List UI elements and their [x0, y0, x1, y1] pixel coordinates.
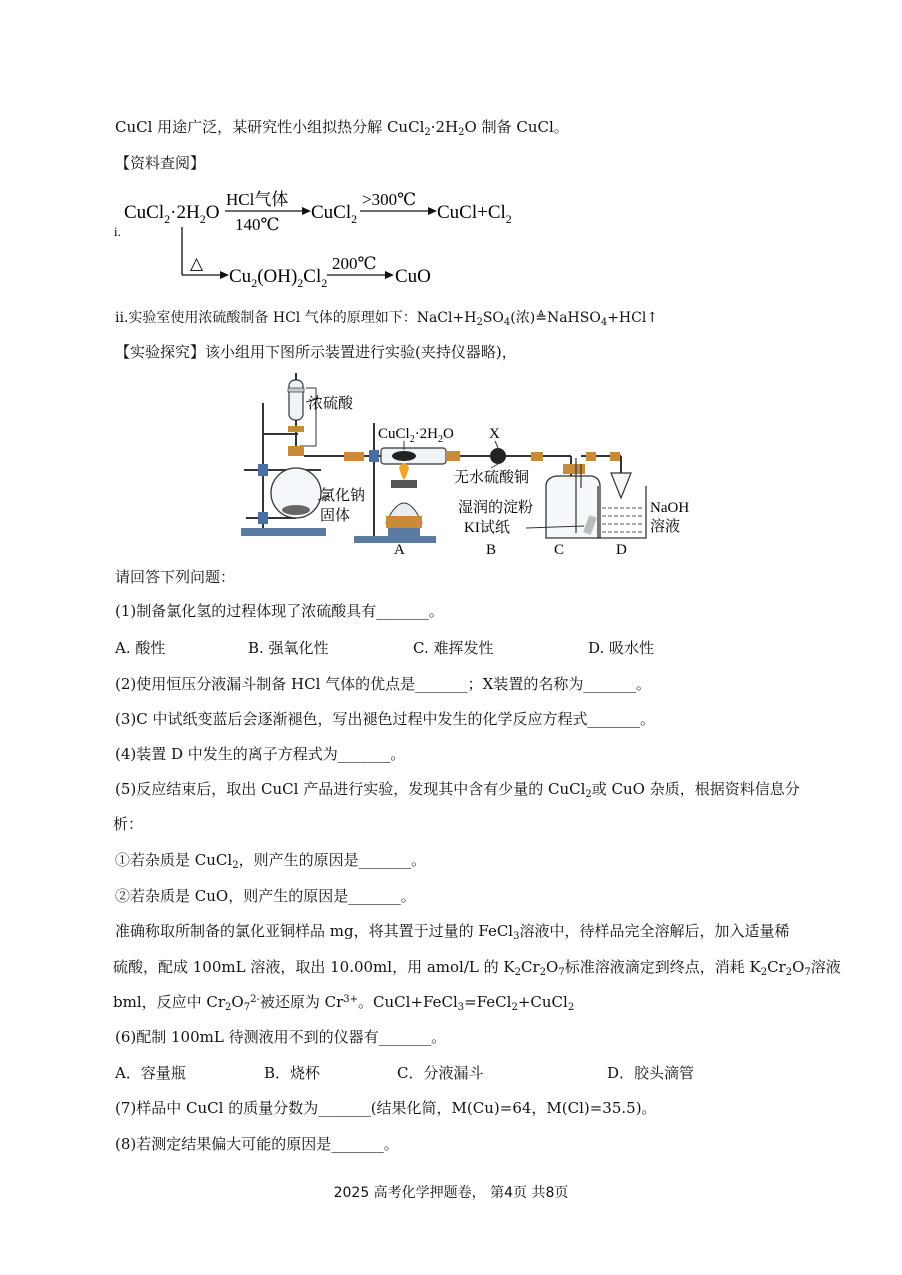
- conc-h2so4-label: 浓硫酸: [308, 396, 354, 412]
- naoh-label-2: 溶液: [650, 519, 681, 535]
- intro-line: CuCl 用途广泛，某研究性小组拟热分解 $CuCl_2\cdot 2H_2O$ 制备 CuCl。: [115, 118, 569, 138]
- q1-option-b: B. 强氧化性: [248, 639, 329, 657]
- ki-paper-label-1: 湿润的淀粉: [458, 500, 534, 516]
- q6-option-c: C．分液漏斗: [397, 1064, 484, 1082]
- ki-paper-label-2: KI试纸: [464, 520, 510, 536]
- nacl-label-2: 固体: [320, 508, 351, 524]
- question-5-line1: (5)反应结束后，取出 CuCl 产品进行实验，发现其中含有少量的 CuCl$_2$或 CuO 杂质，根据资料信息分: [115, 780, 800, 800]
- heading-reference: 【资料查阅】: [115, 154, 206, 172]
- scheme-lower: $Cu_2(OH)_2Cl_2$: [229, 266, 328, 290]
- naoh-label-1: NaOH: [650, 500, 690, 516]
- scheme-num: i.: [114, 224, 121, 239]
- scheme-start: $CuCl_2\cdot 2H_2O$: [124, 202, 220, 226]
- intro-text-b: ·2H: [430, 118, 459, 136]
- q1-option-c: C. 难挥发性: [413, 639, 494, 657]
- label-b: B: [486, 542, 497, 558]
- apparatus-figure: [236, 368, 706, 558]
- page-footer: 2025 高考化学押题卷， 第4页 共8页: [333, 1185, 569, 1201]
- question-5-2: ②若杂质是 CuO，则产生的原因是_______。: [115, 887, 416, 905]
- delta-symbol: △: [190, 254, 204, 273]
- stand-base: [241, 528, 326, 536]
- dropping-funnel: [289, 380, 303, 420]
- arrow2-top-label: >300℃: [362, 190, 417, 209]
- question-1: (1)制备氯化氢的过程体现了浓硫酸具有_______。: [115, 602, 444, 620]
- nacl-label-1: 氯化钠: [320, 488, 366, 504]
- heading-experiment: 【实验探究】该小组用下图所示装置进行实验(夹持仪器略)，: [115, 343, 517, 361]
- question-2: (2)使用恒压分液漏斗制备 HCl 气体的优点是_______；X装置的名称为_______。: [115, 675, 651, 693]
- label-c: C: [554, 542, 565, 558]
- drying-tube-x: [490, 448, 506, 464]
- q1-option-d: D. 吸水性: [588, 639, 655, 657]
- question-3: (3)C 中试纸变蓝后会逐渐褪色，写出褪色过程中发生的化学反应方程式_______。: [115, 710, 655, 728]
- line-ii: ii.实验室使用浓硫酸制备 HCl 气体的原理如下：$NaCl+H_2SO_4$(浓)≜NaHSO$_4$+HCl↑: [115, 310, 659, 328]
- arrow3-top-label: 200℃: [332, 254, 377, 273]
- question-8: (8)若测定结果偏大可能的原因是_______。: [115, 1135, 399, 1153]
- q6-option-a: A．容量瓶: [115, 1064, 186, 1082]
- paragraph-line-2: 硫酸，配成 100mL 溶液，取出 10.00ml，用 amol/L 的 $K_2Cr_2O_7$标准溶液滴定到终点，消耗 $K_2Cr_2O_7$溶液: [113, 958, 841, 978]
- paragraph-line-3: bml，反应中 $Cr_2O_7^{2-}$被还原为 $Cr^{3+}$。CuCl+FeCl$_3$=FeCl$_2$+CuCl$_2$: [113, 993, 575, 1013]
- q6-option-b: B．烧杯: [264, 1064, 321, 1082]
- prompt: 请回答下列问题：: [115, 568, 236, 586]
- reaction-scheme: [110, 185, 530, 295]
- question-6: (6)配制 100mL 待测液用不到的仪器有_______。: [115, 1028, 447, 1046]
- cucl2-label: $CuCl_2\cdot 2H_2O$: [378, 426, 454, 445]
- arrow1-top-label: HCl气体: [226, 190, 289, 209]
- question-4: (4)装置 D 中发生的离子方程式为_______。: [115, 745, 406, 763]
- x-label: X: [489, 426, 500, 442]
- label-d: D: [616, 542, 627, 558]
- scheme-mid: CuCl$_2$: [311, 202, 358, 226]
- paragraph-line-1: 准确称取所制备的氯化亚铜样品 mg，将其置于过量的 FeCl$_3$溶液中，待样品完全溶解后，加入适量稀: [115, 922, 790, 942]
- question-5-line2: 析：: [113, 815, 144, 833]
- question-5-1: ①若杂质是 CuCl$_2$，则产生的原因是_______。: [115, 851, 427, 871]
- label-a: A: [394, 542, 405, 558]
- q1-option-a: A. 酸性: [115, 639, 166, 657]
- anhydrous-cuso4-label: 无水硫酸铜: [454, 470, 530, 486]
- question-7: (7)样品中 CuCl 的质量分数为_______(结果化简，M(Cu)=64，M(Cl)=35.5)。: [115, 1099, 657, 1117]
- arrow1-bottom-label: 140℃: [235, 215, 280, 234]
- intro-text-c: O 制备 CuCl。: [464, 118, 569, 136]
- intro-text-a: CuCl 用途广泛，某研究性小组拟热分解 CuCl: [115, 118, 425, 136]
- scheme-lower-end: CuO: [395, 266, 431, 287]
- scheme-end: $CuCl+Cl_2$: [437, 202, 512, 226]
- q6-option-d: D．胶头滴管: [607, 1064, 695, 1082]
